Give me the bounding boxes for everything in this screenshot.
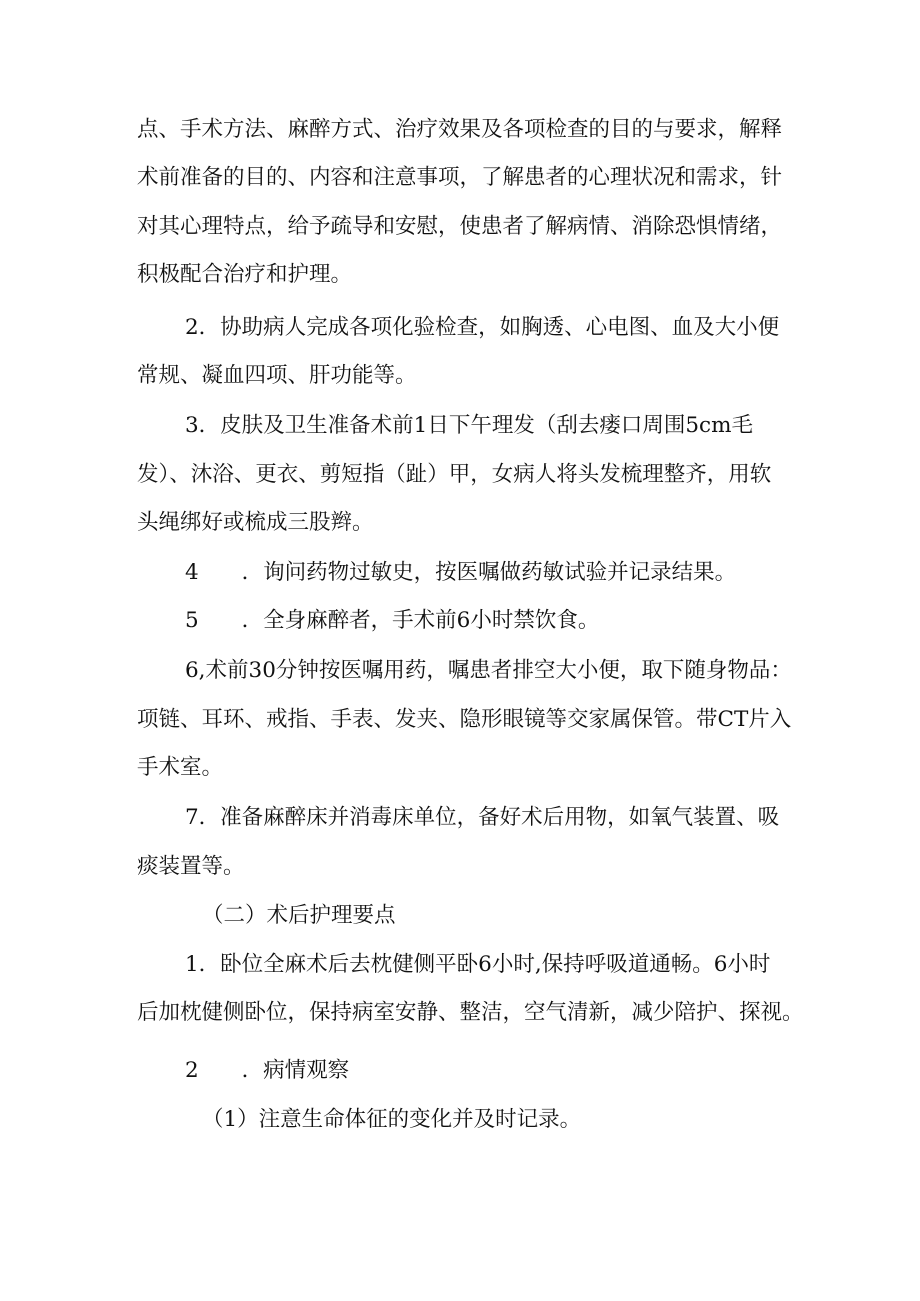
paragraph-line: 6,术前30分钟按医嘱用药，嘱患者排空大小便，取下随身物品：	[185, 658, 792, 683]
paragraph-line: 发）、沐浴、更衣、剪短指（趾）甲，女病人将头发梳理整齐，用软	[137, 462, 772, 487]
paragraph-line: 对其心理特点，给予疏导和安慰，使患者了解病情、消除恐惧情绪，	[137, 214, 783, 239]
paragraph-line: 项链、耳环、戒指、手表、发夹、隐形眼镜等交家属保管。带CT片入	[137, 707, 792, 732]
paragraph-line: 术前准备的目的、内容和注意事项，了解患者的心理状况和需求，针	[137, 165, 783, 190]
paragraph-line: 积极配合治疗和护理。	[137, 262, 353, 287]
paragraph-line: 1．卧位全麻术后去枕健侧平卧6小时,保持呼吸道通畅。6小时	[185, 952, 771, 977]
paragraph-line: 头绳绑好或梳成三股辫。	[137, 510, 374, 535]
paragraph-line: 2 ．病情观察	[185, 1058, 350, 1083]
paragraph-line: 痰装置等。	[137, 854, 245, 879]
paragraph-line: 2．协助病人完成各项化验检查，如胸透、心电图、血及大小便	[185, 315, 780, 340]
paragraph-line: 点、手术方法、麻醉方式、治疗效果及各项检查的目的与要求，解释	[137, 117, 783, 142]
paragraph-line: 5 ．全身麻醉者，手术前6小时禁饮食。	[185, 608, 600, 633]
paragraph-line: 常规、凝血四项、肝功能等。	[137, 363, 417, 388]
paragraph-line: 4 ．询问药物过敏史，按医嘱做药敏试验并记录结果。	[185, 560, 737, 585]
section-heading: （二）术后护理要点	[202, 903, 396, 928]
paragraph-line: 3．皮肤及卫生准备术前1日下午理发（刮去瘘口周围5cm毛	[185, 413, 753, 438]
paragraph-line: 后加枕健侧卧位，保持病室安静、整洁，空气清新，减少陪护、探视。	[137, 1000, 804, 1025]
paragraph-line: 7．准备麻醉床并消毒床单位，备好术后用物，如氧气装置、吸	[185, 805, 780, 830]
paragraph-line: （1）注意生命体征的变化并及时记录。	[202, 1107, 582, 1132]
paragraph-line: 手术室。	[137, 755, 224, 780]
